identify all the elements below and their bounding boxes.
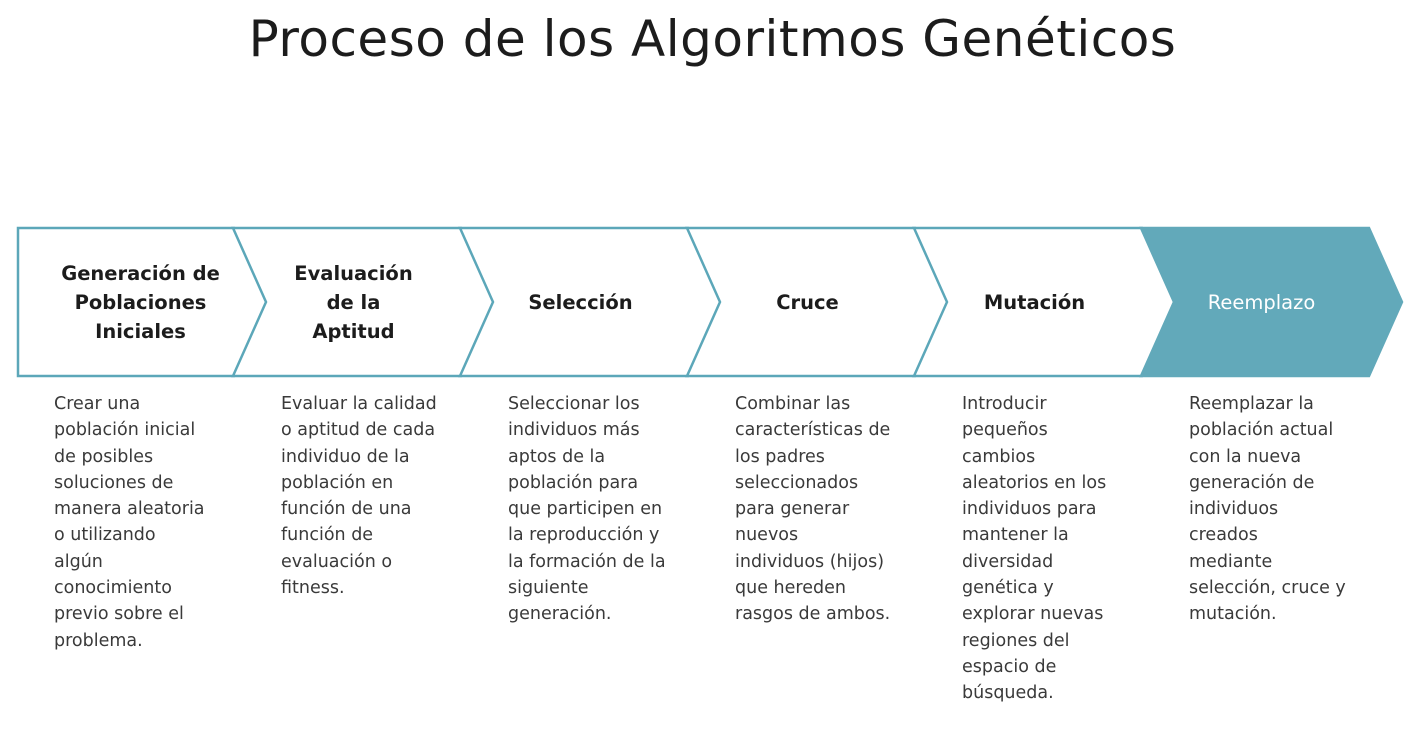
step-description-line: aleatorios en los xyxy=(962,472,1107,493)
step-label-line: Poblaciones xyxy=(74,290,207,314)
step-description-line: seleccionados xyxy=(735,472,859,493)
step-description-line: algún xyxy=(54,551,103,572)
step-description-line: la reproducción y xyxy=(508,525,660,546)
step-label-line: Iniciales xyxy=(95,319,186,343)
step-label-line: Mutación xyxy=(983,290,1086,314)
step-description-line: individuos xyxy=(1189,499,1279,520)
step-description-line: función de xyxy=(281,525,374,546)
step-description-line: genética y xyxy=(962,578,1054,599)
step-label-5 xyxy=(935,228,1135,376)
step-description-line: características de xyxy=(735,420,891,441)
step-description-line: evaluación o xyxy=(281,551,393,572)
step-description-line: individuos más xyxy=(508,420,640,441)
step-label-line: de la xyxy=(326,290,381,314)
step-description-line: Crear una xyxy=(54,394,141,414)
step-label-line: Selección xyxy=(528,290,633,314)
step-description-line: los padres xyxy=(735,446,825,467)
step-description-line: cambios xyxy=(962,446,1036,467)
step-description-line: para generar xyxy=(735,499,850,520)
step-description-line: nuevos xyxy=(735,525,799,546)
step-description-line: previo sobre el xyxy=(54,604,184,625)
step-label-1 xyxy=(41,228,241,376)
step-description-line: Reemplazar la xyxy=(1189,394,1314,414)
step-description-line: con la nueva xyxy=(1189,446,1302,467)
step-description-line: siguiente xyxy=(508,578,589,599)
step-description-line: espacio de xyxy=(962,656,1057,677)
step-description-line: aptos de la xyxy=(508,446,606,467)
step-description-line: individuos (hijos) xyxy=(735,551,885,572)
step-label-4 xyxy=(708,228,908,376)
step-description-line: Combinar las xyxy=(735,394,851,414)
step-description-line: selección, cruce y xyxy=(1189,578,1346,599)
step-description-line: generación de xyxy=(1189,472,1315,493)
step-label-3 xyxy=(481,228,681,376)
step-description-line: individuos para xyxy=(962,499,1097,520)
step-label-line: Aptitud xyxy=(312,319,395,343)
step-description-line: población actual xyxy=(1189,420,1334,441)
step-description-line: creados xyxy=(1189,525,1258,546)
step-description-5 xyxy=(962,391,1140,707)
step-description-2 xyxy=(281,391,459,601)
step-description-3 xyxy=(508,391,686,628)
step-description-line: o utilizando xyxy=(54,525,156,546)
step-description-line: mantener la xyxy=(962,525,1069,546)
step-description-line: de posibles xyxy=(54,446,154,467)
step-description-line: problema. xyxy=(54,630,143,651)
step-description-line: explorar nuevas xyxy=(962,604,1104,625)
step-label-6 xyxy=(1162,228,1362,376)
step-description-line: Introducir xyxy=(962,394,1047,414)
step-description-line: individuo de la xyxy=(281,446,410,467)
step-description-line: que participen en xyxy=(508,499,663,520)
step-label-line: Cruce xyxy=(776,290,839,314)
step-description-line: que hereden xyxy=(735,578,846,599)
step-description-line: o aptitud de cada xyxy=(281,420,436,441)
step-label-2 xyxy=(254,228,454,376)
step-description-line: soluciones de xyxy=(54,472,174,493)
step-description-line: fitness. xyxy=(281,578,345,599)
step-description-line: Seleccionar los xyxy=(508,394,640,414)
page-title: Proceso de los Algoritmos Genéticos xyxy=(248,10,1177,68)
step-description-line: regiones del xyxy=(962,630,1070,651)
step-description-line: diversidad xyxy=(962,551,1054,572)
step-description-line: pequeños xyxy=(962,420,1048,441)
step-description-line: la formación de la xyxy=(508,551,666,572)
step-label-line: Generación de xyxy=(61,261,220,285)
step-description-line: mutación. xyxy=(1189,604,1277,625)
step-description-line: generación. xyxy=(508,604,612,625)
step-description-line: población inicial xyxy=(54,420,196,441)
step-description-line: búsqueda. xyxy=(962,683,1054,704)
step-description-1 xyxy=(54,391,232,654)
step-description-line: función de una xyxy=(281,499,412,520)
step-label-line: Evaluación xyxy=(294,261,413,285)
step-description-line: conocimiento xyxy=(54,578,172,599)
step-label-line: Reemplazo xyxy=(1207,290,1316,314)
step-description-line: mediante xyxy=(1189,551,1273,572)
step-description-line: rasgos de ambos. xyxy=(735,604,891,625)
step-description-line: manera aleatoria xyxy=(54,499,205,520)
step-description-line: población para xyxy=(508,472,639,493)
step-description-6 xyxy=(1189,391,1367,628)
step-description-line: Evaluar la calidad xyxy=(281,394,437,414)
step-description-line: población en xyxy=(281,472,394,493)
step-description-4 xyxy=(735,391,913,628)
